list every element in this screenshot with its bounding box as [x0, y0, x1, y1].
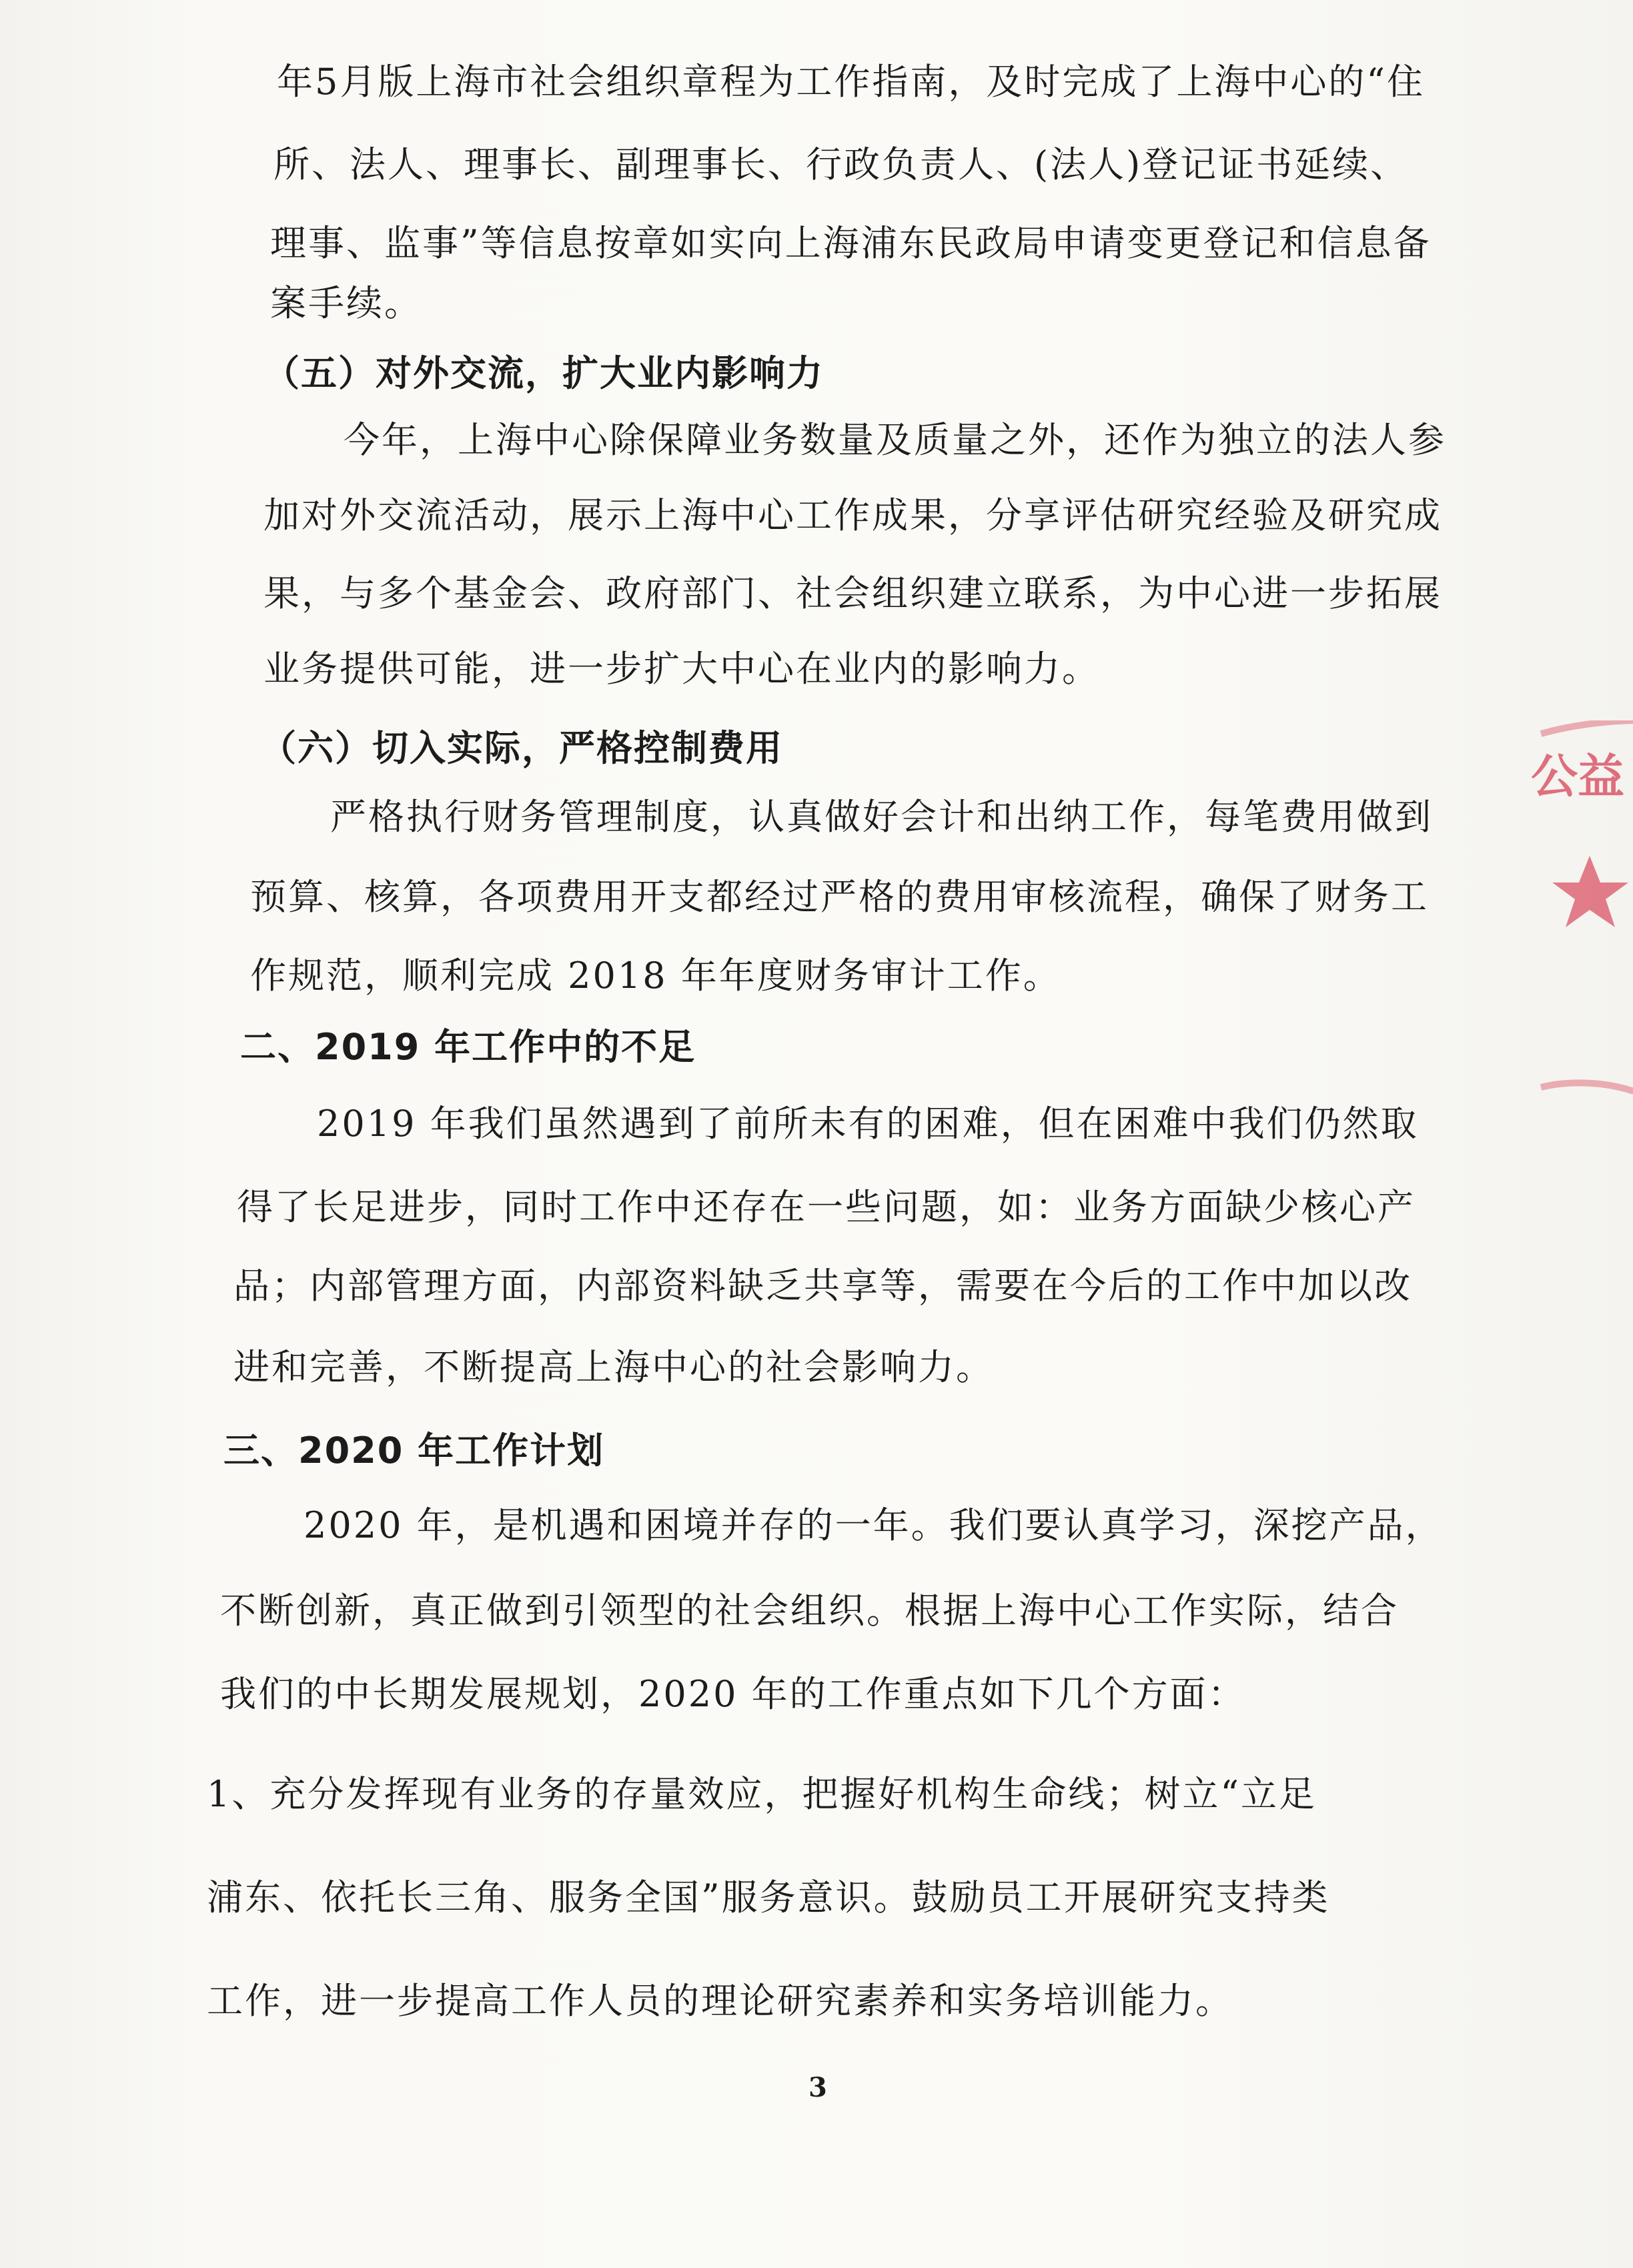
paragraph-line: 2019 年我们虽然遇到了前所未有的困难，但在困难中我们仍然取: [317, 1103, 1419, 1145]
paragraph-line: 所、法人、理事长、副理事长、行政负责人、(法人)登记证书延续、: [274, 143, 1409, 185]
paragraph-line: 严格执行财务管理制度，认真做好会计和出纳工作，每笔费用做到: [330, 796, 1433, 838]
paragraph-line: 果，与多个基金会、政府部门、社会组织建立联系，为中心进一步拓展: [263, 572, 1442, 614]
paragraph-line: 作规范，顺利完成 2018 年年度财务审计工作。: [250, 955, 1061, 997]
red-seal: [1528, 720, 1633, 1094]
paragraph-line: 1、充分发挥现有业务的存量效应，把握好机构生命线；树立“立足: [207, 1773, 1317, 1815]
section-heading: （五）对外交流，扩大业内影响力: [263, 352, 824, 394]
paragraph-line: 理事、监事”等信息按章如实向上海浦东民政局申请变更登记和信息备: [270, 222, 1432, 264]
paragraph-line: 案手续。: [270, 282, 422, 324]
paragraph-line: 进和完善，不断提高上海中心的社会影响力。: [233, 1346, 994, 1388]
paragraph-line: 我们的中长期发展规划，2020 年的工作重点如下几个方面：: [220, 1673, 1246, 1715]
paragraph-line: 业务提供可能，进一步扩大中心在业内的影响力。: [263, 648, 1100, 690]
section-heading: 三、2020 年工作计划: [223, 1430, 605, 1472]
paragraph-line: 今年，上海中心除保障业务数量及质量之外，还作为独立的法人参: [344, 419, 1446, 461]
paragraph-line: 预算、核算，各项费用开支都经过严格的费用审核流程，确保了财务工: [250, 876, 1429, 918]
paragraph-line: 年5月版上海市社会组织章程为工作指南，及时完成了上海中心的“住: [277, 61, 1425, 103]
paragraph-line: 得了长足进步，同时工作中还存在一些问题，如：业务方面缺少核心产: [237, 1186, 1416, 1228]
paragraph-line: 浦东、依托长三角、服务全国”服务意识。鼓励员工开展研究支持类: [207, 1876, 1330, 1918]
seal-text-top: 公益: [1531, 748, 1624, 804]
paragraph-line: 不断创新，真正做到引领型的社会组织。根据上海中心工作实际，结合: [220, 1590, 1399, 1632]
paragraph-line: 品；内部管理方面，内部资料缺乏共享等，需要在今后的工作中加以改: [233, 1265, 1412, 1307]
paragraph-line: 工作，进一步提高工作人员的理论研究素养和实务培训能力。: [207, 1980, 1233, 2022]
section-heading: 二、2019 年工作中的不足: [240, 1026, 696, 1068]
page-number: 3: [808, 2072, 827, 2103]
section-heading: （六）切入实际，严格控制费用: [260, 727, 783, 769]
paragraph-line: 加对外交流活动，展示上海中心工作成果，分享评估研究经验及研究成: [263, 494, 1442, 536]
paragraph-line: 2020 年，是机遇和困境并存的一年。我们要认真学习，深挖产品，: [304, 1504, 1444, 1546]
